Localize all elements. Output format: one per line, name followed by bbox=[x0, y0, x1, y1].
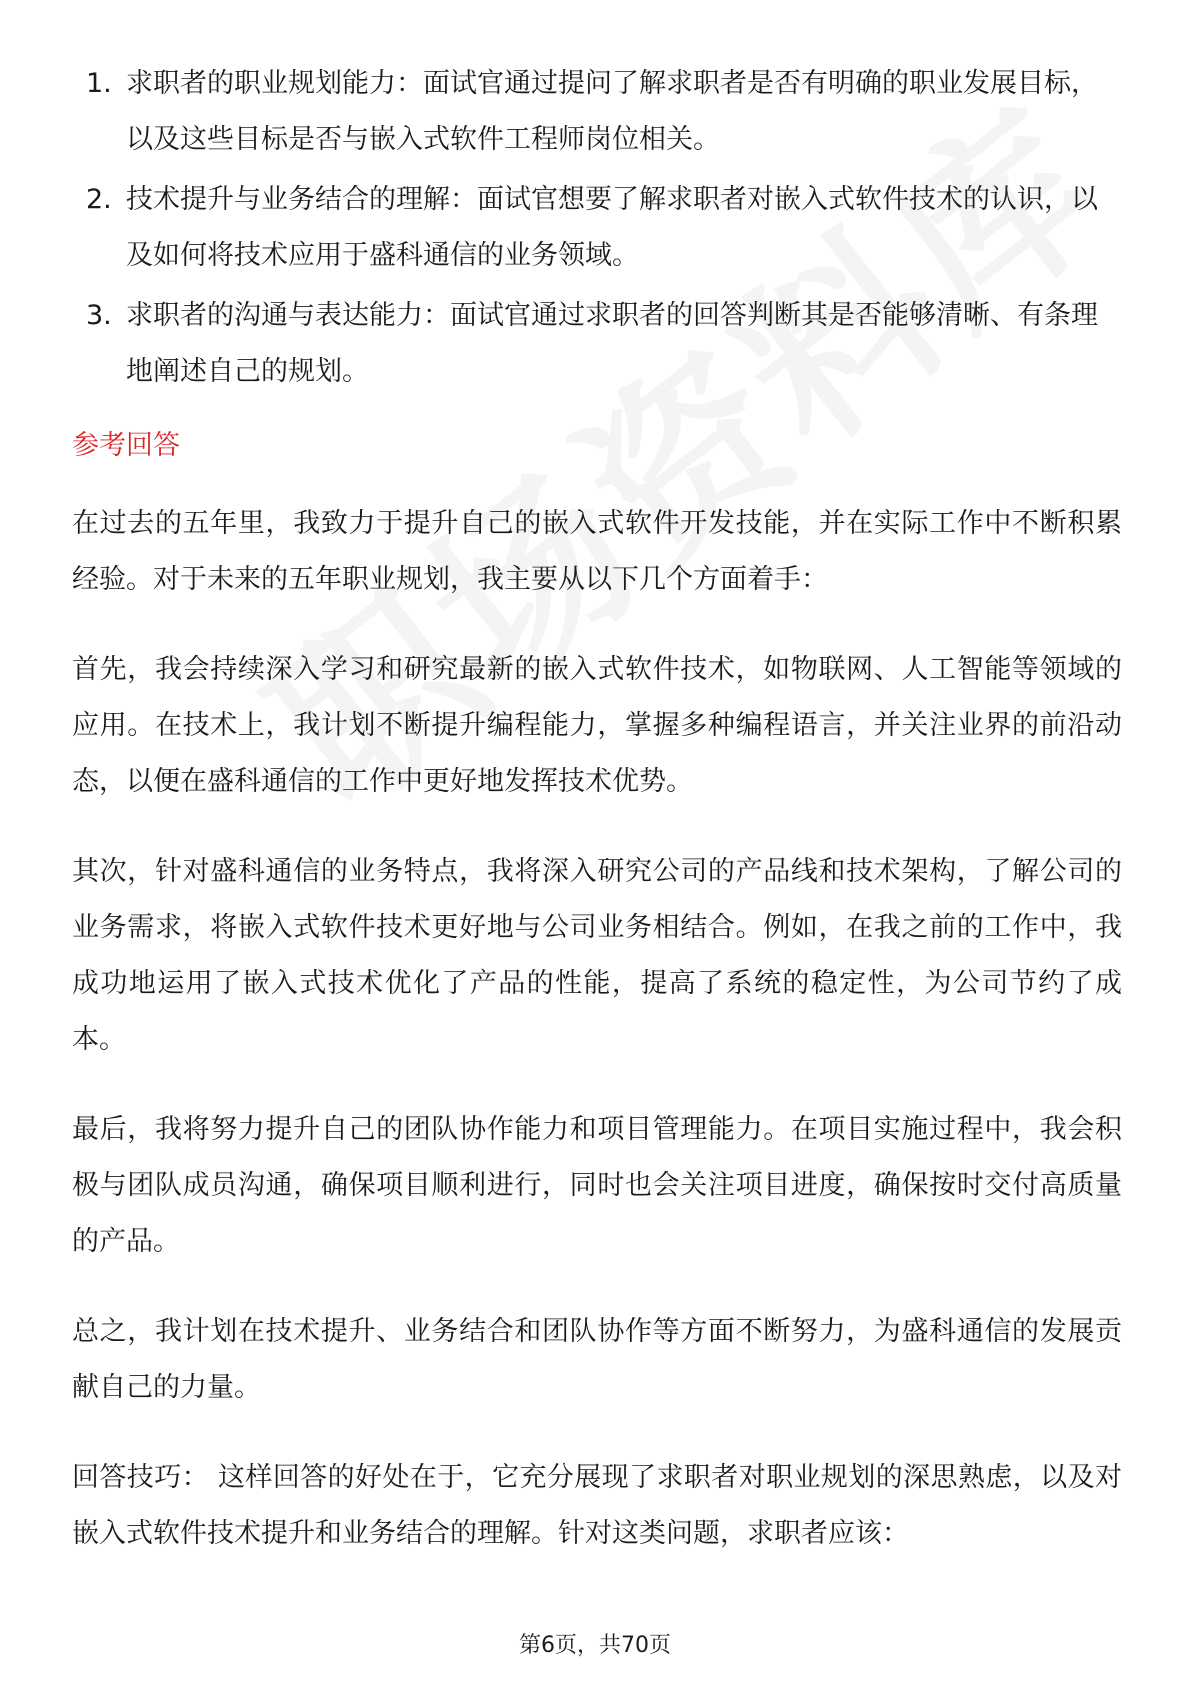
list-item-number: 2. bbox=[86, 184, 112, 215]
reference-answer-heading: 参考回答 bbox=[72, 430, 180, 461]
paragraph: 其次，针对盛科通信的业务特点，我将深入研究公司的产品线和技术架构，了解公司的业务需求，将嵌入式软件技术更好地与公司业务相结合。例如，在我之前的工作中，我成功地运用了嵌入式技术优化了产品的性能，提高了系统的稳定性，为公司节约了成本。 bbox=[72, 856, 1122, 1055]
list-item-number: 3. bbox=[86, 300, 112, 331]
list-item-text: 求职者的职业规划能力：面试官通过提问了解求职者是否有明确的职业发展目标，以及这些目标是否与嵌入式软件工程师岗位相关。 bbox=[126, 68, 1098, 155]
answer-tips-paragraph: 回答技巧： 这样回答的好处在于，它充分展现了求职者对职业规划的深思熟虑，以及对嵌入式软件技术提升和业务结合的理解。针对这类问题，求职者应该： bbox=[72, 1462, 1122, 1549]
paragraph: 最后，我将努力提升自己的团队协作能力和项目管理能力。在项目实施过程中，我会积极与团队成员沟通，确保项目顺利进行，同时也会关注项目进度，确保按时交付高质量的产品。 bbox=[72, 1114, 1122, 1257]
document-body bbox=[72, 56, 1122, 1596]
evaluation-criteria-list bbox=[72, 56, 1122, 400]
paragraph: 在过去的五年里，我致力于提升自己的嵌入式软件开发技能，并在实际工作中不断积累经验。对于未来的五年职业规划，我主要从以下几个方面着手： bbox=[72, 508, 1122, 595]
paragraph: 总之，我计划在技术提升、业务结合和团队协作等方面不断努力，为盛科通信的发展贡献自己的力量。 bbox=[72, 1316, 1122, 1403]
list-item-text: 技术提升与业务结合的理解：面试官想要了解求职者对嵌入式软件技术的认识，以及如何将技术应用于盛科通信的业务领域。 bbox=[126, 184, 1098, 271]
list-item bbox=[72, 56, 1122, 168]
list-item-number: 1. bbox=[86, 68, 112, 99]
page-number-footer: 第6页，共70页 bbox=[519, 1633, 671, 1658]
list-item-text: 求职者的沟通与表达能力：面试官通过求职者的回答判断其是否能够清晰、有条理地阐述自己的规划。 bbox=[126, 300, 1098, 387]
list-item bbox=[72, 288, 1122, 400]
list-item bbox=[72, 172, 1122, 284]
paragraph: 首先，我会持续深入学习和研究最新的嵌入式软件技术，如物联网、人工智能等领域的应用。在技术上，我计划不断提升编程能力，掌握多种编程语言，并关注业界的前沿动态，以便在盛科通信的工作中更好地发挥技术优势。 bbox=[72, 654, 1122, 797]
